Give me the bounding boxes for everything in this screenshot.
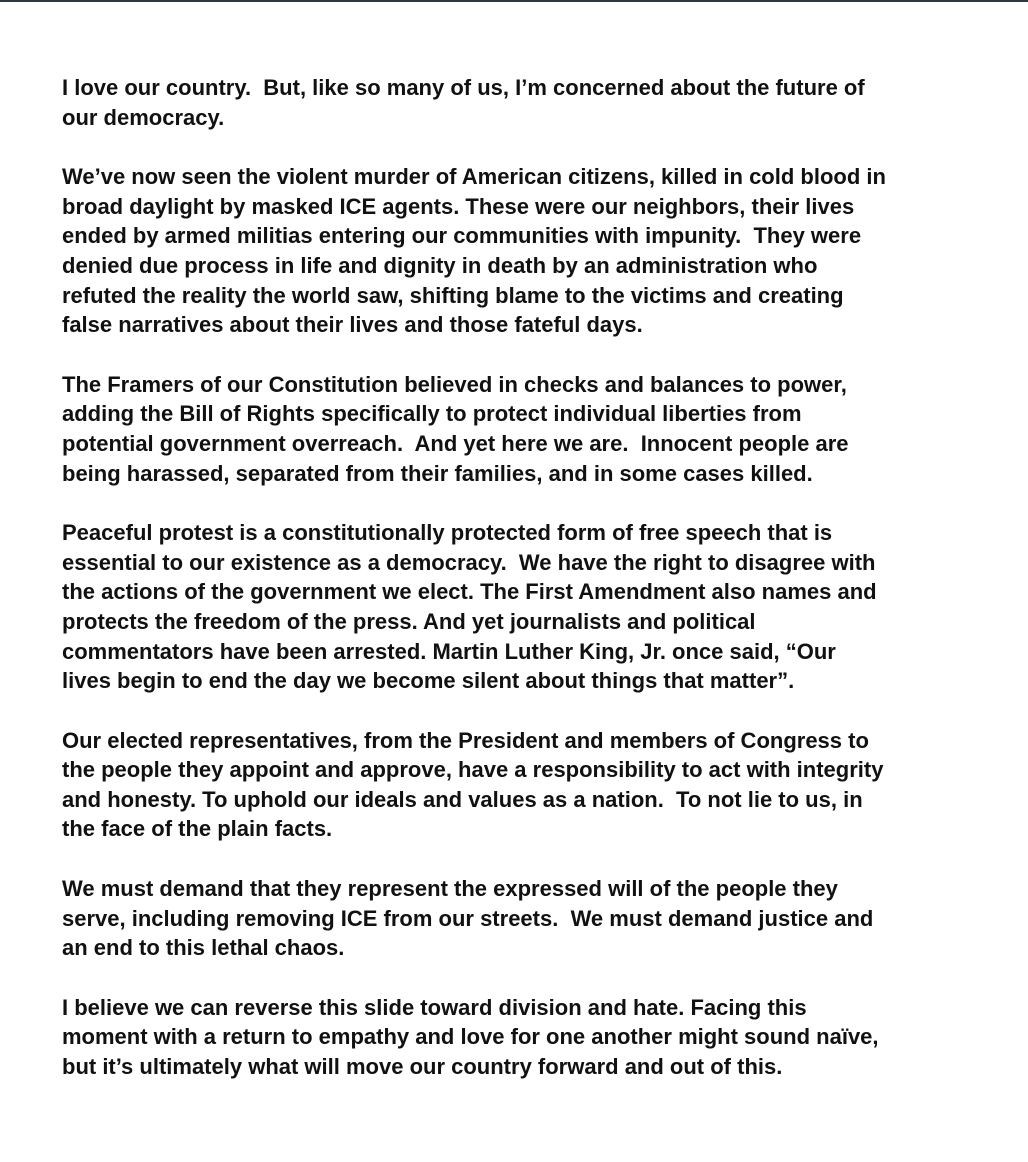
text-line: broad daylight by masked ICE agents. These were our neighbors, their lives xyxy=(62,193,855,219)
text-line: commentators have been arrested. Martin Luther King, Jr. once said, “Our xyxy=(62,638,836,664)
text-line: essential to our existence as a democracy. We have the right to disagree with xyxy=(62,549,876,575)
text-line: adding the Bill of Rights specifically to protect individual liberties from xyxy=(62,401,802,427)
text-line: the face of the plain facts. xyxy=(62,816,333,842)
text-line: ended by armed militias entering our communities with impunity. They were xyxy=(62,223,862,249)
text-line: Our elected representatives, from the President and members of Congress to xyxy=(62,727,869,753)
text-line: our democracy. xyxy=(62,104,225,130)
text-line: We’ve now seen the violent murder of American citizens, killed in cold blood in xyxy=(62,164,886,190)
text-line: false narratives about their lives and those fateful days. xyxy=(62,312,643,338)
text-line: I believe we can reverse this slide toward division and hate. Facing this xyxy=(62,994,807,1020)
text-line: the actions of the government we elect. The First Amendment also names and xyxy=(62,579,877,605)
paragraph-1 xyxy=(62,73,977,132)
paragraph-7 xyxy=(62,993,977,1082)
text-line: protects the freedom of the press. And yet journalists and political xyxy=(62,608,756,634)
paragraph-6 xyxy=(62,874,977,963)
paragraph-2 xyxy=(62,162,977,340)
paragraph-3 xyxy=(62,370,977,488)
top-border xyxy=(0,0,1028,2)
text-line: the people they appoint and approve, have a responsibility to act with integrity xyxy=(62,757,884,783)
document-body xyxy=(62,73,977,1112)
paragraph-4 xyxy=(62,518,977,696)
text-line: serve, including removing ICE from our streets. We must demand justice and xyxy=(62,905,874,931)
text-line: being harassed, separated from their families, and in some cases killed. xyxy=(62,460,813,486)
text-line: denied due process in life and dignity in death by an administration who xyxy=(62,252,818,278)
text-line: but it’s ultimately what will move our country forward and out of this. xyxy=(62,1054,783,1080)
text-line: We must demand that they represent the expressed will of the people they xyxy=(62,876,838,902)
text-line: refuted the reality the world saw, shifting blame to the victims and creating xyxy=(62,282,844,308)
text-line: I love our country. But, like so many of us, I’m concerned about the future of xyxy=(62,75,865,100)
text-line: an end to this lethal chaos. xyxy=(62,935,345,961)
paragraph-5 xyxy=(62,726,977,844)
text-line: The Framers of our Constitution believed in checks and balances to power, xyxy=(62,371,847,397)
text-line: and honesty. To uphold our ideals and values as a nation. To not lie to us, in xyxy=(62,786,863,812)
text-line: moment with a return to empathy and love for one another might sound naïve, xyxy=(62,1024,879,1050)
text-line: lives begin to end the day we become silent about things that matter”. xyxy=(62,668,795,694)
text-line: Peaceful protest is a constitutionally protected form of free speech that is xyxy=(62,520,833,546)
text-line: potential government overreach. And yet here we are. Innocent people are xyxy=(62,430,849,456)
